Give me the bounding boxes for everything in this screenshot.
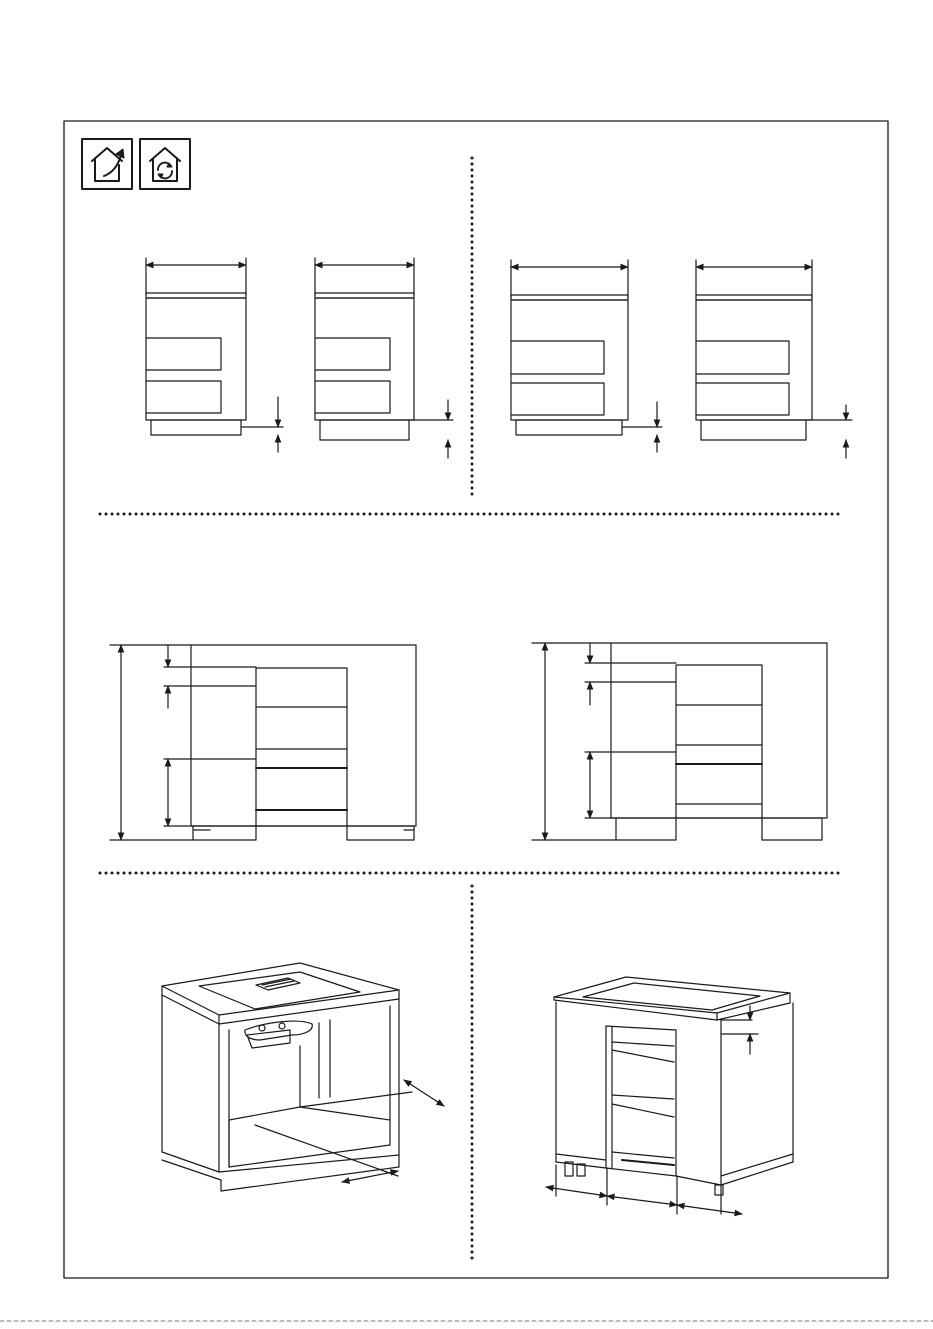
cabinet-perspective-right [546, 977, 793, 1214]
dotted-separators [100, 158, 843, 1262]
cabinet-side-left [110, 645, 416, 840]
cabinet-side-right [532, 643, 827, 840]
house-exhaust-icon [82, 139, 132, 189]
cabinet-front-d [696, 260, 852, 458]
cabinet-front-b [315, 258, 453, 458]
cabinet-perspective-left [162, 963, 444, 1191]
house-recirculation-icon [140, 139, 190, 189]
cabinet-front-c [511, 260, 662, 452]
cabinet-front-a [146, 258, 283, 452]
